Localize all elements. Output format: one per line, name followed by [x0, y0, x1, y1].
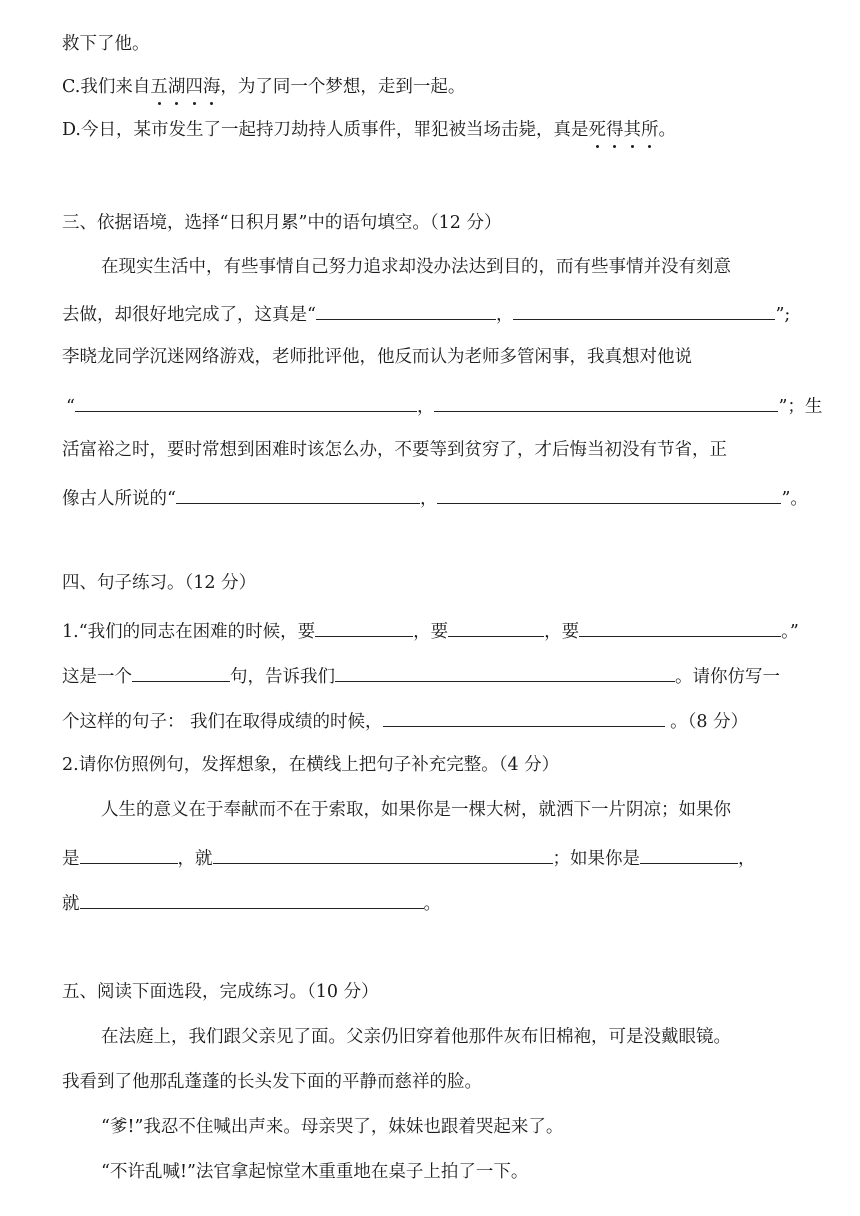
answer-blank[interactable]: [80, 893, 424, 909]
section-3-fill-line: [62, 304, 790, 325]
answer-blank[interactable]: [213, 848, 553, 864]
question-2-line: [62, 757, 559, 775]
question-text: 是: [62, 849, 80, 869]
reading-para: [101, 1119, 563, 1137]
question-text: 。（8 分）: [664, 712, 749, 732]
answer-blank[interactable]: [579, 621, 781, 637]
question-2-example: [101, 802, 731, 820]
dotted-char: 湖: [167, 77, 186, 97]
section-4-heading: [62, 575, 256, 593]
para-text: ”。: [781, 489, 808, 509]
section-3-para: [62, 349, 692, 367]
para-text: 在现实生活中，有些事情自己努力追求却没办法达到目的，而有些事情并没有刻意: [101, 257, 731, 277]
answer-blank[interactable]: [383, 711, 665, 727]
para-text: “: [66, 397, 75, 417]
heading-text: 五、阅读下面选段，完成练习。（10 分）: [62, 982, 379, 1002]
option-d-text: 。: [658, 120, 676, 140]
answer-blank[interactable]: [75, 396, 417, 412]
option-c-text: C.我们来自: [62, 77, 151, 97]
question-text: ，就: [177, 849, 213, 869]
para-text: 像古人所说的“: [62, 489, 176, 509]
option-d: [62, 122, 676, 140]
answer-blank[interactable]: [434, 396, 778, 412]
para-text: 去做，却很好地完成了，这真是“: [62, 305, 316, 325]
section-5-heading: [62, 984, 379, 1002]
answer-blank[interactable]: [640, 848, 738, 864]
para-text: 活富裕之时，要时常想到困难时该怎么办，不要等到贫穷了，才后悔当初没有节省，正: [62, 440, 727, 460]
section-3-heading: [62, 215, 501, 233]
question-text: 人生的意义在于奉献而不在于索取，如果你是一棵大树，就洒下一片阴凉；如果你: [101, 800, 731, 820]
question-text: 1.“我们的同志在困难的时候，要: [62, 622, 316, 642]
line-text: 救下了他。: [62, 34, 150, 54]
question-text: 。”: [781, 622, 799, 642]
option-c-text: ，为了同一个梦想，走到一起。: [220, 77, 466, 97]
answer-blank[interactable]: [335, 666, 675, 682]
reading-para: [101, 1029, 731, 1047]
para-text: “不许乱喊!”法官拿起惊堂木重重地在桌子上拍了一下。: [101, 1162, 529, 1182]
text-line: [62, 36, 150, 54]
section-3-fill-line: [62, 488, 808, 509]
dotted-char: 五: [150, 77, 168, 97]
answer-blank[interactable]: [80, 848, 178, 864]
answer-blank[interactable]: [437, 488, 781, 504]
para-text: 李晓龙同学沉迷网络游戏，老师批评他，他反而认为老师多管闲事，我真想对他说: [62, 347, 692, 367]
dotted-char: 死: [588, 120, 606, 140]
section-3-para: [62, 442, 727, 460]
section-3-fill-line: [66, 396, 822, 417]
answer-blank[interactable]: [448, 621, 544, 637]
question-1-line: [62, 711, 748, 732]
dotted-char: 海: [202, 77, 221, 97]
comma: ，: [495, 305, 514, 325]
para-text: 在法庭上，我们跟父亲见了面。父亲仍旧穿着他那件灰布旧棉袍，可是没戴眼镜。: [101, 1027, 731, 1047]
answer-blank[interactable]: [176, 488, 420, 504]
question-1-line: [62, 621, 799, 642]
section-3-para: [101, 259, 731, 277]
question-text: 个这样的句子： 我们在取得成绩的时候，: [62, 712, 383, 732]
question-text: ，: [738, 849, 756, 869]
question-text: 就: [62, 894, 80, 914]
question-2-line: [62, 893, 441, 914]
option-d-text: D.今日，某市发生了一起持刀劫持人质事件，罪犯被当场击毙，真是: [62, 120, 589, 140]
para-text: 我看到了他那乱蓬蓬的长头发下面的平静而慈祥的脸。: [62, 1072, 482, 1092]
answer-blank[interactable]: [316, 304, 496, 320]
heading-text: 三、依据语境，选择“日积月累”中的语句填空。（12 分）: [62, 213, 502, 233]
comma: ，: [416, 397, 435, 417]
comma: ，: [419, 489, 438, 509]
para-text: ”；生: [778, 397, 823, 417]
question-2-line: [62, 848, 756, 869]
reading-para: [62, 1074, 482, 1092]
question-text: ；如果你是: [552, 849, 640, 869]
question-text: 2.请你仿照例句，发挥想象，在横线上把句子补充完整。（4 分）: [62, 755, 560, 775]
dotted-char: 得: [605, 120, 624, 140]
question-text: 这是一个: [62, 667, 132, 687]
reading-para: [101, 1164, 528, 1182]
question-text: 。: [423, 894, 441, 914]
para-text: “爹!”我忍不住喊出声来。母亲哭了，妹妹也跟着哭起来了。: [101, 1117, 564, 1137]
answer-blank[interactable]: [513, 304, 775, 320]
question-1-line: [62, 666, 780, 687]
dotted-char: 其: [623, 120, 641, 140]
para-text: ”;: [775, 305, 791, 325]
answer-blank[interactable]: [132, 666, 230, 682]
answer-blank[interactable]: [315, 621, 413, 637]
heading-text: 四、句子练习。（12 分）: [62, 573, 257, 593]
question-text: 句，告诉我们: [230, 667, 335, 687]
dotted-char: 所: [640, 120, 659, 140]
question-text: ，要: [413, 622, 449, 642]
question-text: ，要: [544, 622, 580, 642]
question-text: 。请你仿写一: [675, 667, 780, 687]
dotted-char: 四: [185, 77, 203, 97]
option-c: [62, 79, 465, 97]
